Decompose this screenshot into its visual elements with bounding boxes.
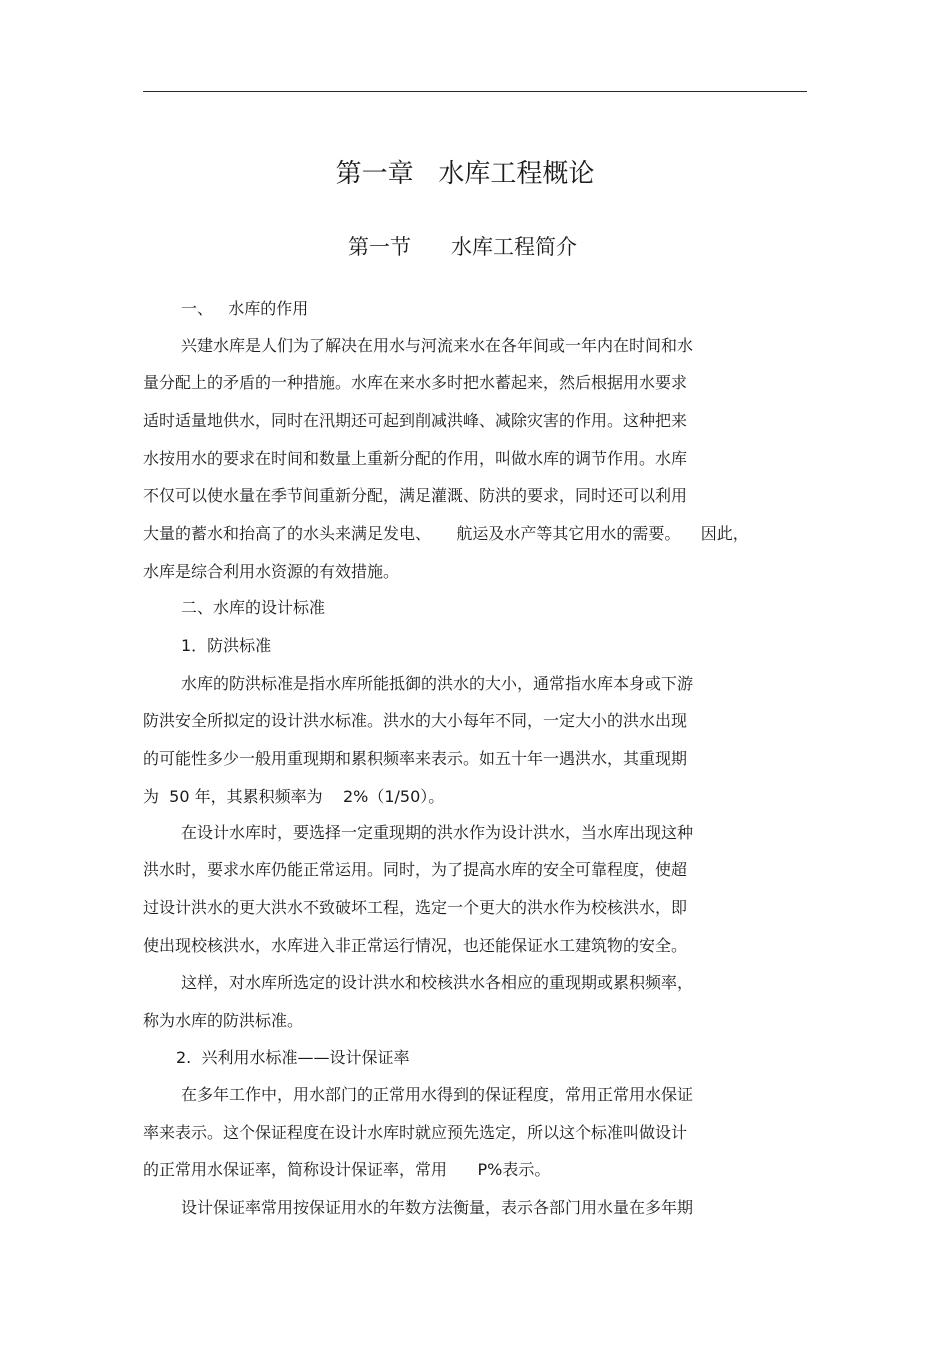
paragraph-line: 适时适量地供水，同时在汛期还可起到削减洪峰、减除灾害的作用。这种把来 [143, 411, 688, 430]
paragraph-line: 为 50 年，其累积频率为 2%（1/50）。 [143, 787, 445, 806]
paragraph-line: 称为水库的防洪标准。 [143, 1011, 304, 1030]
paragraph-line: 洪水时，要求水库仍能正常运用。同时，为了提高水库的安全可靠程度，使超 [143, 860, 688, 879]
heading-design-standard: 二、水库的设计标准 [181, 598, 326, 617]
paragraph-line: 这样，对水库所选定的设计洪水和校核洪水各相应的重现期或累积频率， [181, 973, 694, 992]
paragraph-line: 在多年工作中，用水部门的正常用水得到的保证程度，常用正常用水保证 [181, 1085, 694, 1104]
heading-water-supply-standard: 2. 兴利用水标准——设计保证率 [176, 1048, 410, 1067]
section-title: 第一节 水库工程简介 [347, 235, 578, 259]
header-rule [143, 91, 807, 92]
paragraph-line: 的正常用水保证率，简称设计保证率，常用 P%表示。 [143, 1160, 551, 1179]
heading-reservoir-function: 一、 水库的作用 [181, 299, 309, 318]
paragraph-line: 使出现校核洪水，水库进入非正常运行情况，也还能保证水工建筑物的安全。 [143, 936, 688, 955]
paragraph-line: 的可能性多少一般用重现期和累积频率来表示。如五十年一遇洪水，其重现期 [143, 749, 688, 768]
paragraph-line: 大量的蓄水和抬高了的水头来满足发电、 航运及水产等其它用水的需要。 因此， [143, 524, 749, 543]
heading-flood-standard: 1．防洪标准 [181, 636, 272, 655]
paragraph-line: 水按用水的要求在时间和数量上重新分配的作用，叫做水库的调节作用。水库 [143, 449, 688, 468]
paragraph-line: 设计保证率常用按保证用水的年数方法衡量，表示各部门用水量在多年期 [181, 1198, 694, 1217]
paragraph-line: 兴建水库是人们为了解决在用水与河流来水在各年间或一年内在时间和水 [181, 336, 694, 355]
paragraph-line: 防洪安全所拟定的设计洪水标准。洪水的大小每年不同，一定大小的洪水出现 [143, 711, 688, 730]
paragraph-line: 在设计水库时，要选择一定重现期的洪水作为设计洪水，当水库出现这种 [181, 823, 694, 842]
chapter-title: 第一章 水库工程概论 [335, 159, 595, 189]
paragraph-line: 过设计洪水的更大洪水不致破坏工程，选定一个更大的洪水作为校核洪水，即 [143, 898, 688, 917]
paragraph-line: 水库的防洪标准是指水库所能抵御的洪水的大小，通常指水库本身或下游 [181, 674, 694, 693]
paragraph-line: 不仅可以使水量在季节间重新分配，满足灌溉、防洪的要求，同时还可以利用 [143, 486, 688, 505]
paragraph-line: 率来表示。这个保证程度在设计水库时就应预先选定，所以这个标准叫做设计 [143, 1123, 688, 1142]
paragraph-line: 量分配上的矛盾的一种措施。水库在来水多时把水蓄起来，然后根据用水要求 [143, 373, 688, 392]
paragraph-line: 水库是综合利用水资源的有效措施。 [143, 562, 400, 581]
